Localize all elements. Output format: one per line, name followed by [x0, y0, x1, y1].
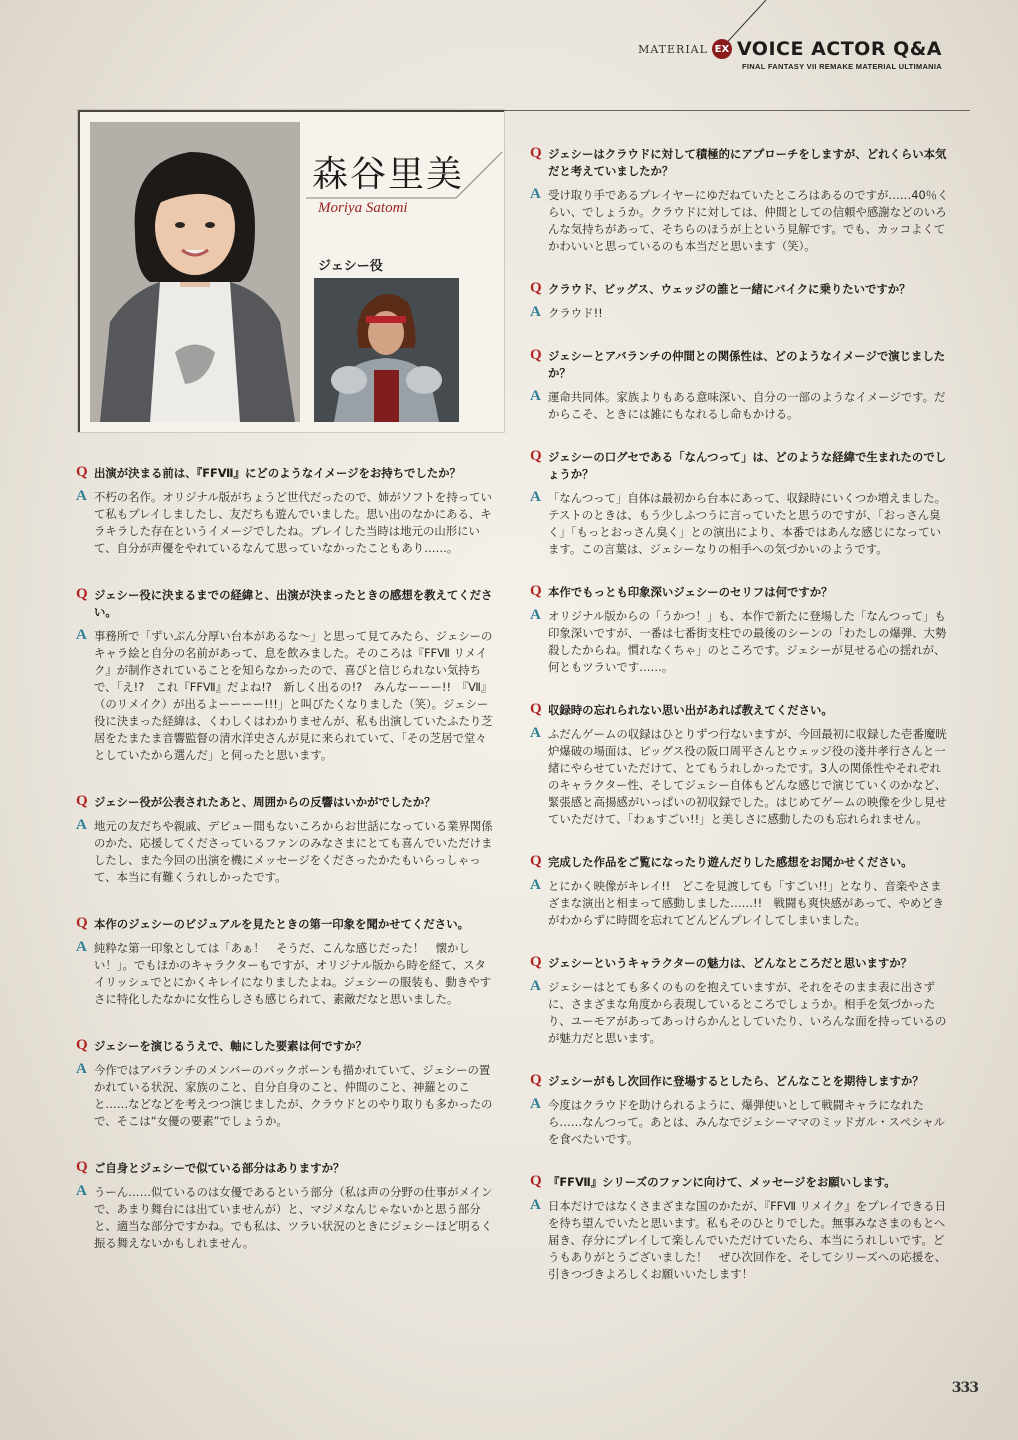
question-text: 本作でもっとも印象深いジェシーのセリフは何ですか？: [548, 585, 833, 599]
ex-badge: EX: [712, 39, 732, 59]
actor-name-japanese: 森谷里美: [312, 154, 465, 195]
question-text: 収録時の忘れられない思い出があれば教えてください。: [548, 703, 833, 717]
answer: [76, 1062, 496, 1130]
answer: [530, 608, 950, 676]
q-mark: Q: [530, 1072, 542, 1088]
qa-item: [530, 584, 950, 676]
answer-text: 地元の友だちや親戚、デビュー間もないころからお世話になっている業界関係のかた、応援してくださっているファンのみなさまにとても喜んでいただけましたし、また今回の出演を機にメッセージをくださったかたもいらっしゃって、本当に有難くうれしかったです。: [94, 819, 493, 884]
question-text: ジェシーとアバランチの仲間との関係性は、どのようなイメージで演じましたか？: [548, 349, 946, 380]
answer-text: 不朽の名作。オリジナル版がちょうど世代だったので、姉がソフトを持っていて私もプレイしましたし、友だちも遊んでいました。思い出のなかにある、キラキラした存在というイメージでしたね。プレイした当時は地元の山形にいて、自分が声優をやれているなんて思っていなかったこともあり……。: [94, 490, 492, 555]
qa-item: [530, 146, 950, 255]
question-text: 出演が決まる前は、『FFⅦ』にどのようなイメージをお持ちでしたか？: [94, 466, 461, 480]
q-mark: Q: [76, 915, 88, 931]
role-label: ジェシー役: [318, 259, 383, 274]
answer: [530, 878, 950, 929]
answer-text: ジェシーはとても多くのものを抱えていますが、それをそのまま表に出さずに、さまざまな角度から表現しているところでしょうか。相手を気づかったり、ユーモアがあってあっけらかんとしていたり、いろんな面を持っているのが魅力だと思います。: [548, 980, 947, 1045]
profile-top-rule: [500, 110, 970, 111]
a-mark: A: [530, 607, 541, 623]
question: [76, 587, 496, 621]
q-mark: Q: [530, 145, 542, 161]
question-text: ジェシーを演じるうえで、軸にした要素は何ですか？: [94, 1039, 367, 1053]
question-text: ジェシーがもし次回作に登場するとしたら、どんなことを期待しますか？: [548, 1074, 924, 1088]
q-mark: Q: [530, 853, 542, 869]
qa-column-right: [530, 146, 950, 1283]
answer: [76, 628, 496, 764]
question: [76, 794, 496, 811]
q-mark: Q: [530, 1173, 542, 1189]
qa-column-left: [76, 465, 496, 1252]
q-mark: Q: [530, 583, 542, 599]
question: [76, 916, 496, 933]
answer: [530, 305, 950, 322]
a-mark: A: [76, 939, 87, 955]
qa-item: [76, 1160, 496, 1252]
answer-text: 純粋な第一印象としては「あぁ！ そうだ、こんな感じだった！ 懐かしい！」。でもほかのキャラクターもですが、オリジナル版から時を経て、スタイリッシュでとにかくキレイになりましたよね。ジェシーの服装も、動きやすさに特化したなかに女性らしさも感じられて、素敵だなと思いました。: [94, 941, 492, 1006]
a-mark: A: [530, 978, 541, 994]
a-mark: A: [530, 304, 541, 320]
q-mark: Q: [76, 1037, 88, 1053]
a-mark: A: [76, 1183, 87, 1199]
answer: [76, 1184, 496, 1252]
question: [530, 146, 950, 180]
answer: [530, 1198, 950, 1283]
question-text: ジェシー役に決まるまでの経緯と、出演が決まったときの感想を教えてください。: [94, 588, 493, 619]
qa-item: [530, 348, 950, 423]
q-mark: Q: [530, 448, 542, 464]
answer-text: ふだんゲームの収録はひとりずつ行ないますが、今回最初に収録した壱番魔晄炉爆破の場面は、ビッグス役の阪口周平さんとウェッジ役の淺井孝行さんと一緒にやらせていただけて、とてもうれしかったです。3人の関係性やそれぞれのキャラクター性、そしてジェシー自体もどんな感じで演じていくのかなど、緊張感と高揚感がいっぱいの初収録でした。はじめてゲームの映像を少し見せていただけて、「わぁすごい!!」と美しさに感動したのも忘れられません。: [548, 727, 947, 826]
q-mark: Q: [530, 347, 542, 363]
question-text: ジェシーの口グセである「なんつって」は、どのような経緯で生まれたのでしょうか？: [548, 450, 947, 481]
question-text: クラウド、ビッグス、ウェッジの誰と一緒にバイクに乗りたいですか？: [548, 282, 911, 296]
qa-item: [76, 465, 496, 557]
qa-item: [76, 916, 496, 1008]
question: [76, 465, 496, 482]
q-mark: Q: [530, 701, 542, 717]
answer-text: 受け取り手であるプレイヤーにゆだねていたところはあるのですが……40％くらい、でしょうか。クラウドに対しては、仲間としての信頼や感謝などのいろんな気持ちがあって、そちらのほうが上という見解です。でも、カッコよくてかわいいと思っているのも本当だと思います（笑）。: [548, 188, 949, 253]
character-render-image: [314, 278, 459, 422]
question: [530, 1073, 950, 1090]
answer: [530, 726, 950, 828]
answer: [530, 979, 950, 1047]
answer-text: 日本だけではなくさまざまな国のかたが、『FFⅦ リメイク』をプレイできる日を待ち望んでいたと思います。私もそのひとりでした。無事みなさまのもとへ届き、存分にプレイして楽しんでいただけていたら、本当にうれしいです。どうもありがとうございました！ ぜひ次回作を、そしてシリーズへの応援を、引きつづきよろしくお願いいたします！: [548, 1199, 947, 1281]
question: [76, 1160, 496, 1177]
a-mark: A: [530, 1096, 541, 1112]
question-text: 本作のジェシーのビジュアルを見たときの第一印象を聞かせてください。: [94, 917, 469, 931]
actor-portrait-photo: [90, 122, 300, 422]
a-mark: A: [530, 725, 541, 741]
qa-item: [530, 955, 950, 1047]
answer: [530, 490, 950, 558]
a-mark: A: [530, 877, 541, 893]
a-mark: A: [76, 627, 87, 643]
a-mark: A: [530, 186, 541, 202]
answer-text: とにかく映像がキレイ!! どこを見渡しても「すごい!!」となり、音楽やさまざまな演出と相まって感動しました……!! 戦闘も爽快感があって、やめどきがわからずに時間を忘れてどんどんプレイしてしまいました。: [548, 879, 945, 927]
question: [530, 449, 950, 483]
page-header: [638, 38, 942, 71]
question-text: ジェシー役が公表されたあと、周囲からの反響はいかがでしたか？: [94, 795, 436, 809]
answer-text: 今度はクラウドを助けられるように、爆弾使いとして戦闘キャラになれたら……なんつって。あとは、みんなでジェシーママのミッドガル・スペシャルを食べたいです。: [548, 1098, 946, 1146]
a-mark: A: [76, 488, 87, 504]
qa-item: [530, 1073, 950, 1148]
question-text: 『FFⅦ』シリーズのファンに向けて、メッセージをお願いします。: [548, 1175, 896, 1189]
q-mark: Q: [530, 954, 542, 970]
question: [530, 1174, 950, 1191]
answer: [530, 187, 950, 255]
question: [530, 854, 950, 871]
answer: [76, 818, 496, 886]
answer-text: うーん……似ているのは女優であるという部分（私は声の分野の仕事がメインで、あまり舞台には出ていませんが）と、マジメなんじゃないかと思う部分と、適当な部分ですかね。でも私は、ツラい状況のときにジェシーほど明るく振る舞えないかもしれません。: [94, 1185, 493, 1250]
qa-item: [76, 794, 496, 886]
question: [530, 702, 950, 719]
answer: [76, 489, 496, 557]
answer-text: オリジナル版からの「うかつ！」も、本作で新たに登場した「なんつって」も印象深いですが、一番は七番街支柱での最後のシーンの「わたしの爆弾、大勢殺したからね。慣れなくちゃ」のところです。ジェシーが見せる心の揺れが、何ともツラいです……。: [548, 609, 947, 674]
question-text: ジェシーというキャラクターの魅力は、どんなところだと思いますか？: [548, 956, 913, 970]
a-mark: A: [530, 388, 541, 404]
header-title: VOICE ACTOR Q&A: [736, 38, 942, 60]
a-mark: A: [530, 489, 541, 505]
answer: [530, 1097, 950, 1148]
answer-text: 「なんつって」自体は最初から台本にあって、収録時にいくつか増えました。テストのときは、もう少しふつうに言っていたと思うのですが、「おっさん臭く」「もっとおっさん臭く」との演出により、本番ではあんな感じになっています。この言葉は、ジェシーなりの相手への気づかいのようです。: [548, 491, 946, 556]
a-mark: A: [76, 817, 87, 833]
answer: [530, 389, 950, 423]
answer-text: 運命共同体。家族よりもある意味深い、自分の一部のようなイメージです。だからこそ、ときには雑にもなれるし命もかける。: [548, 390, 946, 421]
q-mark: Q: [76, 1159, 88, 1175]
qa-item: [530, 449, 950, 558]
question: [530, 584, 950, 601]
page-number: 333: [951, 1380, 978, 1396]
header-subtitle: FINAL FANTASY VII REMAKE MATERIAL ULTIMANIA: [742, 62, 942, 71]
question: [76, 1038, 496, 1055]
question: [530, 281, 950, 298]
qa-item: [530, 854, 950, 929]
answer-text: 事務所で「ずいぶん分厚い台本があるな～」と思って見てみたら、ジェシーのキャラ絵と自分の名前があって、息を飲みました。そのころは『FFⅦ リメイク』が制作されていることを知らなかったので、喜びと信じられない気持ちで、「え!? これ『FFⅦ』だよね!? 新しく出るの!? みんなーーー!! 『Ⅶ』（のリメイク）が出るよーーーー!!!」と叫びたくなりました（笑）。ジェシー役に決まった経緯は、くわしくはわかりませんが、私も出演していたふたり芝居をたまたま音響監督の清水洋史さんが見に来られていて、「その芝居で堂々としていたから選んだ」と伺ったと思います。: [94, 629, 493, 762]
question-text: ジェシーはクラウドに対して積極的にアプローチをしますが、どれくらい本気だと考えていましたか？: [548, 147, 947, 178]
q-mark: Q: [76, 464, 88, 480]
qa-item: [530, 281, 950, 322]
question-text: 完成した作品をご覧になったり遊んだりした感想をお聞かせください。: [548, 855, 913, 869]
answer-text: クラウド!!: [548, 306, 603, 320]
a-mark: A: [76, 1061, 87, 1077]
question: [530, 348, 950, 382]
header-material-label: MATERIAL: [638, 42, 708, 56]
answer-text: 今作ではアバランチのメンバーのバックボーンも描かれていて、ジェシーの置かれている状況、家族のこと、自分自身のこと、仲間のこと、神羅とのこと……などなどを考えつつ演じましたが、クラウドとのやり取りも多かったので、そこは“女優の要素”でしょうか。: [94, 1063, 493, 1128]
qa-item: [76, 587, 496, 764]
profile-card: [78, 110, 504, 432]
a-mark: A: [530, 1197, 541, 1213]
q-mark: Q: [76, 586, 88, 602]
answer: [76, 940, 496, 1008]
question: [530, 955, 950, 972]
question-text: ご自身とジェシーで似ている部分はありますか？: [94, 1161, 345, 1175]
qa-item: [76, 1038, 496, 1130]
q-mark: Q: [76, 793, 88, 809]
q-mark: Q: [530, 280, 542, 296]
qa-item: [530, 1174, 950, 1283]
actor-name-romaji: Moriya Satomi: [318, 200, 408, 216]
qa-item: [530, 702, 950, 828]
